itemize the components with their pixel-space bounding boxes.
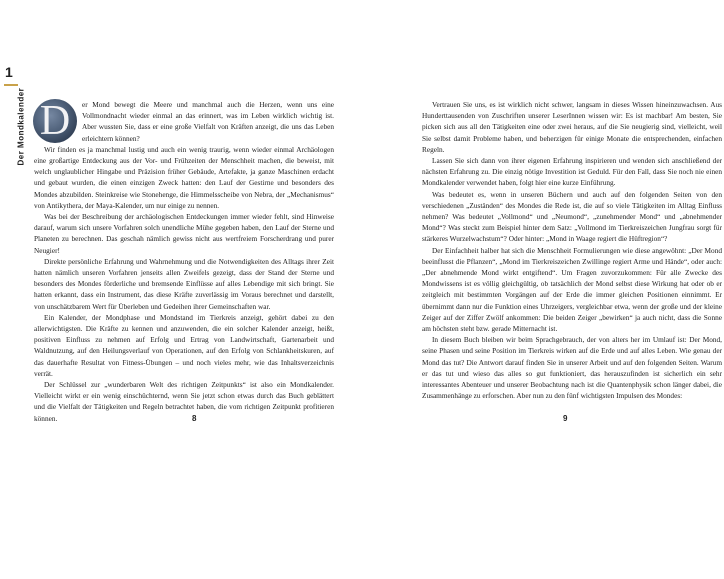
paragraph: Der Einfachheit halber hat sich die Menschheit Formulierungen wie diese angewöhnt: „Der Mond beeinflusst die Pflanzen“, „Mond im Tierkreiszeichen Zwillinge regiert Arme und Hände“, oder auch: „Der abnehmende Mond wirkt entgiftend“. Um Fragen zuvorzukommen: Für alle Zwecke des Mondwissens ist es völlig gleichgültig, ob tatsächlich der Mond selbst diese Wirkung hat oder ob er zeitgleich mit bestimmten Vorgängen auf der Erde die immer gleichen Positionen einnimmt. Er übernimmt dann nur die Funktion eines Uhrzeigers, vergleichbar etwa, wenn der große und der kleine Zeiger auf der Ziffer Zwölf ankommen: Die beiden Zeiger „bewirken“ ja auch nicht, dass die Sonne am höchsten steht bzw. gerade Mitternacht ist. bbox=[422, 245, 722, 334]
chapter-number: 1 bbox=[5, 64, 13, 80]
right-page-text bbox=[422, 99, 722, 401]
paragraph: Der Schlüssel zur „wunderbaren Welt des richtigen Zeitpunkts“ ist also ein Mondkalender. Vielleicht wirkt er ein wenig einschüchternd, wenn Sie jetzt schon etwas durch das Buch geblättert und die Vielfalt der Tätigkeiten und Regeln betrachtet haben, die vom richtigen Zeitpunkt profitieren können. bbox=[34, 380, 334, 423]
paragraph: Ein Kalender, der Mondphase und Mondstand im Tierkreis anzeigt, gehört dabei zu den allerwichtigsten. Die Kräfte zu kennen und anzuwenden, die ein solcher Kalender anzeigt, heißt, positiven Einfluss zu nehmen auf Erfolg und Ertrag von Landwirtschaft, Gartenarbeit und Waldnutzung, auf den Heilungsverlauf von Operationen, auf den Erfolg von Schlankheitskuren, auf das dauerhafte Resultat von Fitness-Übungen – und noch vieles mehr, wie das Inhaltsverzeichnis verrät. bbox=[34, 312, 334, 378]
paragraph: Was bei der Beschreibung der archäologischen Entdeckungen immer wieder fehlt, sind Hinweise darauf, warum sich unsere Vorfahren solch unendliche Mühe gegeben haben, den Lauf der Sterne und Planeten zu berechnen. Das geschah nämlich gewiss nicht aus wertfreiem Forscherdrang und purer Neugier! bbox=[34, 212, 334, 255]
paragraph: Wir finden es ja manchmal lustig und auch ein wenig traurig, wenn wieder einmal Archäologen eine großartige Entdeckung aus der Vor- und Frühzeiten der Menschheit machen, die beweist, mit welch unglaublicher Hingabe und Präzision früher Gebäude, Artefakte, ja ganze Maschinen erdacht und gebaut wurden, die einen einzigen Zweck hatten: den Lauf der Gestirne und besonders des Mondes abzubilden. Steinkreise wie Stonehenge, die Himmelsscheibe von Nebra, der „Mechanismus“ von Antikythera, der Maya-Kalender, um nur einige zu nennen. bbox=[34, 144, 334, 210]
paragraph: Lassen Sie sich dann von ihrer eigenen Erfahrung inspirieren und wenden sich anschließend der nächsten Erfahrung zu. Die einzig nötige Investition ist Geduld. Für den Fall, dass Sie noch nie einen Mondkalender verwendet haben, folgt hier eine kurze Einführung. bbox=[422, 156, 722, 188]
page-number-right: 9 bbox=[563, 414, 568, 423]
chapter-title: Der Mondkalender bbox=[16, 87, 26, 166]
paragraph: Direkte persönliche Erfahrung und Wahrnehmung und die Notwendigkeiten des Alltags ihrer Zeit hatten nämlich unseren Vorfahren jenseits allen Zweifels gezeigt, dass der Stand der Sterne und besonders des Mondes förderliche und bremsende Einflüsse auf alles Lebendige mit sich bringt. Sie hatten erkannt, dass ein Instrument, das diese Kräfte zuverlässig im Voraus berechnet und darstellt, von unschätzbarem Wert für Überleben und Gedeihen ihrer Gemeinschaften war. bbox=[34, 256, 334, 311]
paragraph: Was bedeutet es, wenn in unseren Büchern und auch auf den folgenden Seiten von den verschiedenen „Zuständen“ des Mondes die Rede ist, die auf so viele Tätigkeiten im Alltag Einfluss nehmen? Was bedeutet „Vollmond“ und „Neumond“, „zunehmender Mond“ und „abnehmender Mond“? Was steckt zum Beispiel hinter dem Satz: „Vollmond im Tierkreiszeichen Jungfrau sorgt für stärkeres Wurzelwachstum“? Oder hinter: „Mond in Waage regiert die Hüftregion“? bbox=[422, 189, 722, 244]
chapter-divider bbox=[4, 84, 18, 86]
dropcap-letter: D bbox=[39, 98, 71, 144]
paragraph: In diesem Buch bleiben wir beim Sprachgebrauch, der von alters her im Umlauf ist: Der Mond, seine Phasen und seine Position im Tierkreis wirken auf die Erde und auf alles Leben. Wie genau der Mond das tut? Die Antwort darauf finden Sie in unserer Arbeit und auf den folgenden Seiten. Warum er das tut und wieso das alles so gut funktioniert, das herauszufinden ist sicherlich ein sehr interessantes Abenteuer und unserer Beobachtung nach ist die Quantenphysik schon länger dabei, die Zusammenhänge zu erforschen. Aber nun zu den fünf wichtigsten Impulsen des Mondes: bbox=[422, 335, 722, 401]
page-number-left: 8 bbox=[192, 414, 197, 423]
paragraph: Vertrauen Sie uns, es ist wirklich nicht schwer, langsam in dieses Wissen hineinzuwachsen. Aus Hunderttausenden von Zuschriften unserer LeserInnen wissen wir: Es ist machbar! Am besten, Sie picken sich aus all den Tätigkeiten eine oder zwei heraus, auf die Sie neugierig sind, vielleicht, weil Sie selbst damit Probleme haben, und beherzigen für einige Monate die entsprechenden, einfachen Regeln. bbox=[422, 100, 722, 154]
paragraph: er Mond bewegt die Meere und manchmal auch die Herzen, wenn uns eine Vollmondnacht wieder einmal an das erinnert, was im Leben wirklich wichtig ist. Aber wussten Sie, dass er eine große Vielfalt von Kräften anzeigt, die uns das Leben erleichtern können? bbox=[82, 100, 334, 143]
left-page-text bbox=[34, 99, 334, 424]
dropcap-moon-initial bbox=[33, 99, 77, 143]
